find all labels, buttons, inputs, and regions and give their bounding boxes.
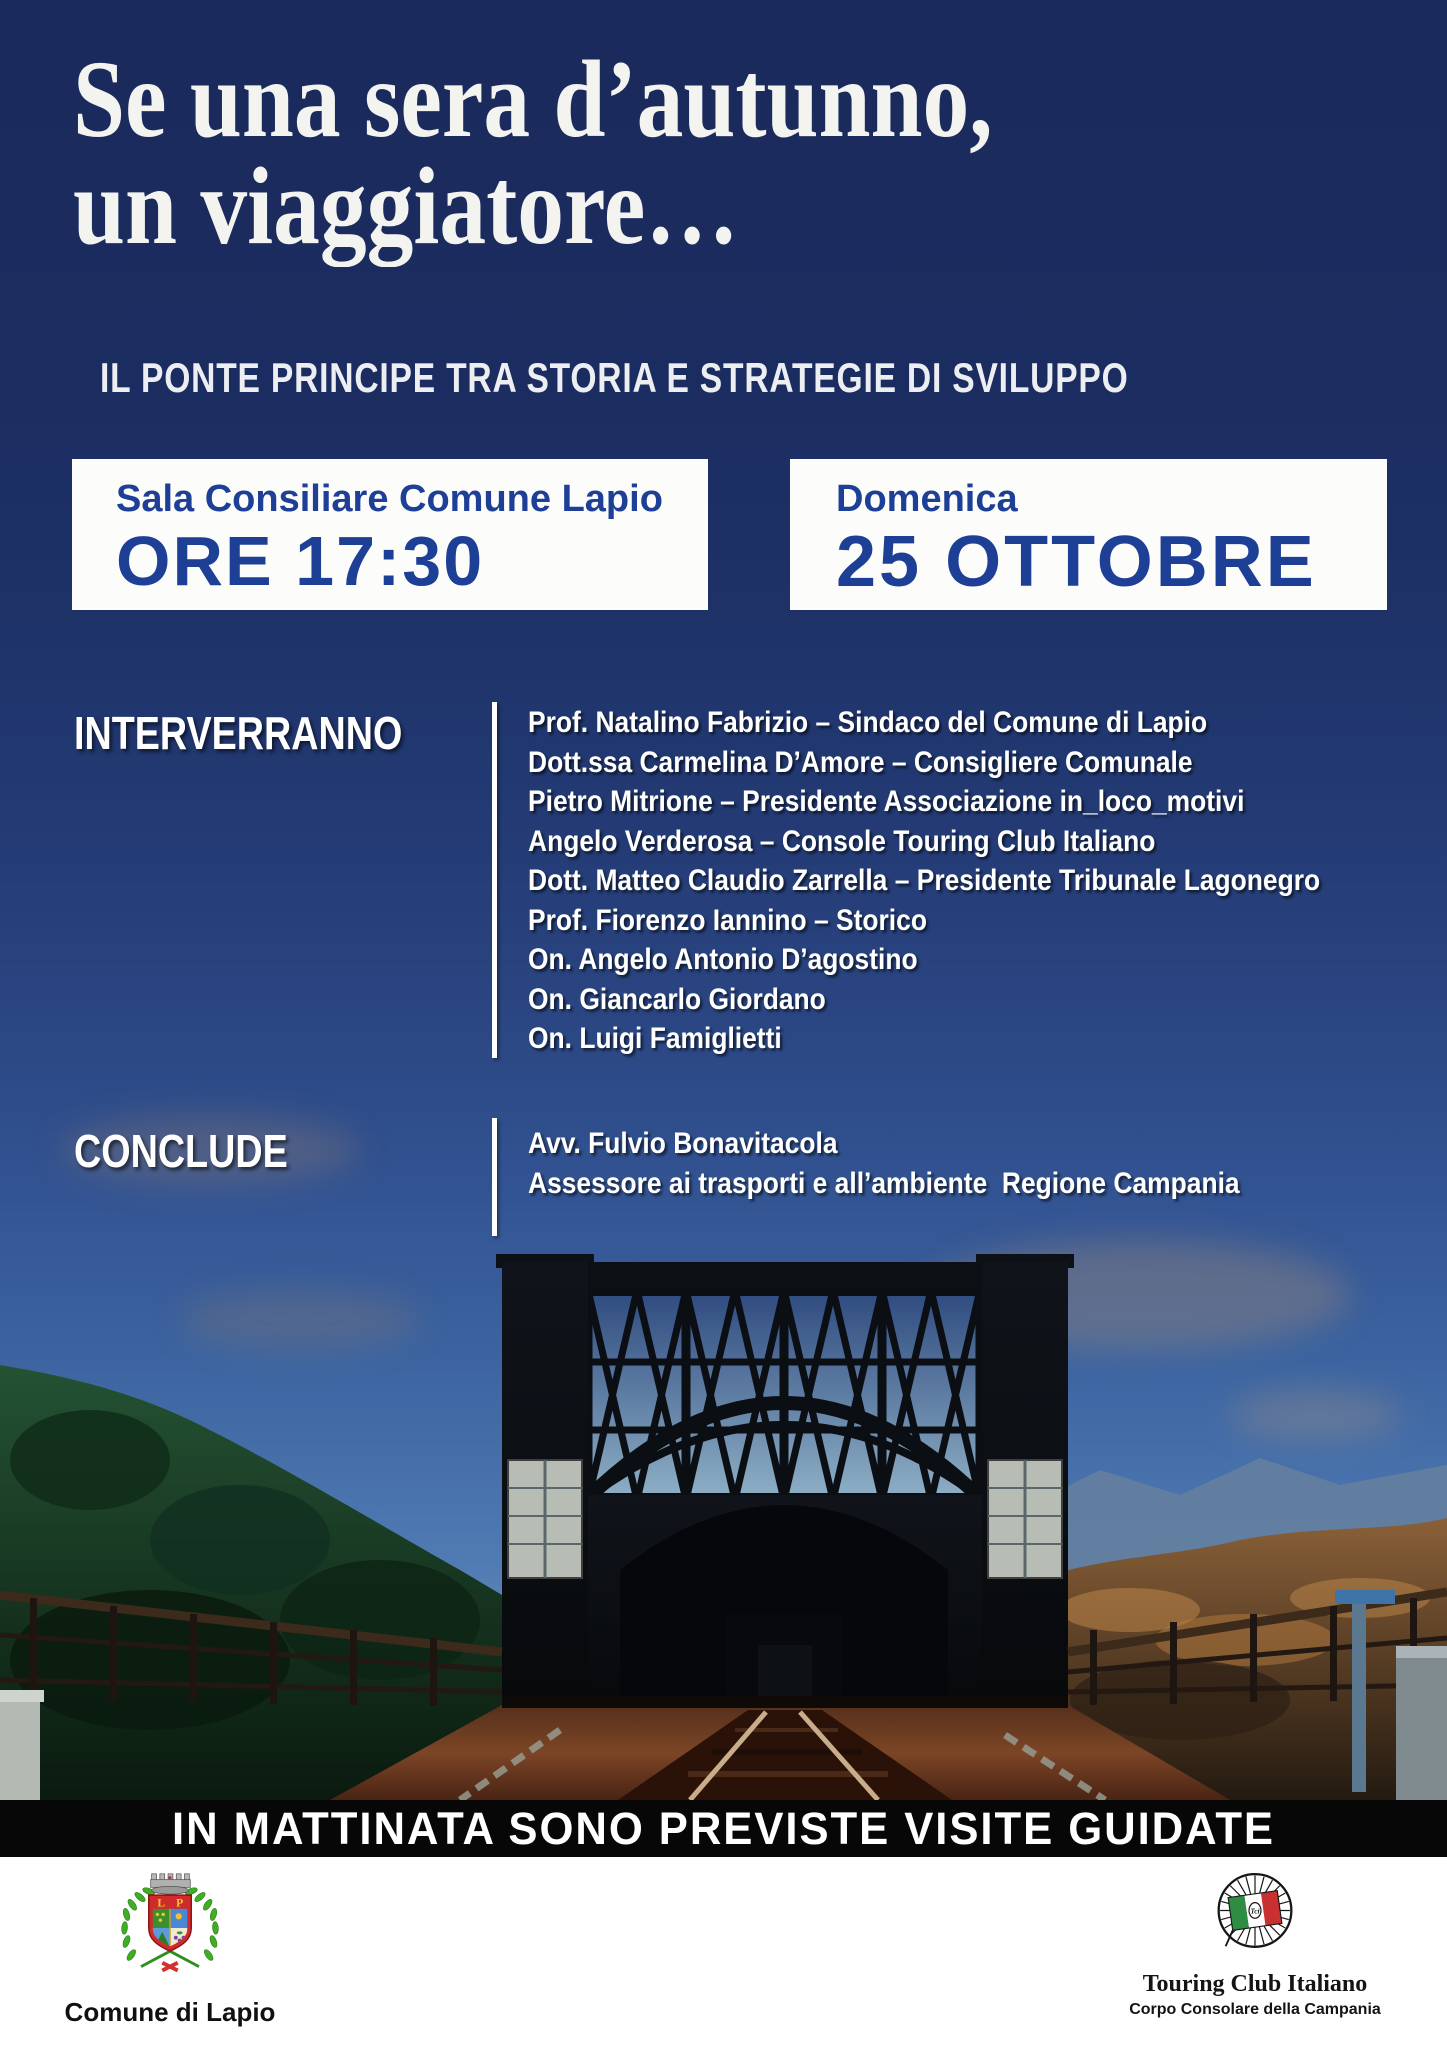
crest-letter-p: P xyxy=(176,1896,184,1910)
crown xyxy=(151,1874,191,1894)
event-title-line1: Se una sera d’autunno, xyxy=(73,38,993,160)
speaker-item: Angelo Verderosa – Console Touring Club Italiano xyxy=(528,824,1156,858)
speakers-list xyxy=(528,703,1447,1059)
venue-time: ORE 17:30 xyxy=(116,522,485,600)
date-value: 25 OTTOBRE xyxy=(836,522,1317,602)
speaker-item: On. Angelo Antonio D’agostino xyxy=(528,943,918,976)
italian-flag xyxy=(1219,1891,1284,1947)
tci-monogram: Tci xyxy=(1250,1906,1260,1916)
event-title xyxy=(73,38,993,267)
speaker-item: On. Luigi Famiglietti xyxy=(528,1022,782,1055)
touring-club-logo-icon xyxy=(1209,1868,1301,1964)
touring-club-block xyxy=(1105,1868,1405,2019)
speaker-item: On. Giancarlo Giordano xyxy=(528,982,826,1016)
date-box xyxy=(790,459,1387,610)
speakers-divider xyxy=(492,702,497,1058)
speakers-heading: INTERVERRANNO xyxy=(74,707,403,759)
touring-club-subtitle: Corpo Consolare della Campania xyxy=(1129,2001,1381,2018)
event-title-line2: un viaggiatore… xyxy=(73,145,739,267)
visits-banner xyxy=(0,1800,1447,1857)
speaker-item: Prof. Fiorenzo Iannino – Storico xyxy=(528,903,927,937)
event-subtitle: IL PONTE PRINCIPE TRA STORIA E STRATEGIE DI SVILUPPO xyxy=(100,354,1129,401)
conclude-role: Assessore ai trasporti e all’ambiente Regione Campania xyxy=(528,1167,1240,1200)
comune-label: Comune di Lapio xyxy=(64,1997,276,2027)
bridge-photo xyxy=(0,1140,1447,1800)
stone-post-left xyxy=(0,1698,40,1800)
venue-name: Sala Consiliare Comune Lapio xyxy=(116,478,663,520)
comune-logo-block xyxy=(58,1864,282,2028)
touring-club-title: Touring Club Italiano xyxy=(1142,1971,1368,1997)
blue-post xyxy=(1352,1592,1366,1792)
visits-banner-text: IN MATTINATA SONO PREVISTE VISITE GUIDATE xyxy=(172,1802,1275,1854)
date-day: Domenica xyxy=(836,478,1018,520)
speaker-item: Prof. Natalino Fabrizio – Sindaco del Comune di Lapio xyxy=(528,706,1208,739)
venue-box xyxy=(72,459,708,610)
conclude-block xyxy=(528,1124,1447,1204)
conclude-heading: CONCLUDE xyxy=(74,1125,288,1177)
crest-letter-l: L xyxy=(157,1896,166,1910)
speaker-item: Dott. Matteo Claudio Zarrella – Presidente Tribunale Lagonegro xyxy=(528,864,1321,897)
comune-crest-icon xyxy=(112,1864,228,1990)
stone-post-right xyxy=(1396,1652,1447,1800)
conclude-divider xyxy=(492,1118,497,1236)
conclude-speaker: Avv. Fulvio Bonavitacola xyxy=(528,1127,838,1160)
speaker-item: Dott.ssa Carmelina D’Amore – Consigliere Comunale xyxy=(528,745,1193,779)
speaker-item: Pietro Mitrione – Presidente Associazione in_loco_motivi xyxy=(528,785,1245,818)
